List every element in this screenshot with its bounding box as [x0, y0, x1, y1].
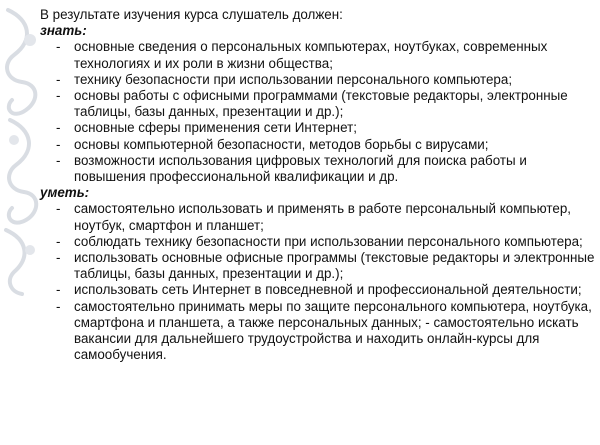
list-item	[40, 137, 596, 153]
bullet-dash: -	[56, 298, 61, 314]
bullet-dash: -	[56, 250, 61, 266]
list-item	[40, 282, 596, 298]
bullet-dash: -	[56, 120, 61, 136]
bullet-dash: -	[56, 136, 61, 152]
list-item-text: самостоятельно принимать меры по защите персонального компьютера, ноутбука, смартфона и планшета, а также персональных данных; - самостоятельно искать вакансии для дальнейшего трудоустройства и находить онлайн-курсы для самообучения.	[74, 298, 592, 363]
list-item-text: технику безопасности при использовании персонального компьютера;	[74, 71, 513, 87]
can-list	[40, 201, 596, 363]
section-can	[40, 185, 596, 363]
bullet-dash: -	[56, 39, 61, 55]
list-item	[40, 250, 596, 282]
bullet-dash: -	[56, 201, 61, 217]
list-item-text: использовать сеть Интернет в повседневной и профессиональной деятельности;	[74, 282, 582, 298]
section-heading-can: уметь:	[40, 185, 90, 201]
list-item-text: возможности использования цифровых технологий для поиска работы и повышения профессиональной квалификации и др.	[74, 152, 527, 185]
bullet-dash: -	[56, 152, 61, 168]
list-item	[40, 201, 596, 233]
list-item	[40, 299, 596, 364]
intro-text: В результате изучения курса слушатель должен:	[40, 7, 343, 22]
list-item	[40, 120, 596, 136]
bullet-dash: -	[56, 88, 61, 104]
list-item	[40, 72, 596, 88]
slide-content	[40, 7, 596, 363]
list-item-text: основные сведения о персональных компьютерах, ноутбуках, современных технологиях и их роли в жизни общества;	[74, 39, 548, 71]
section-heading-know: знать:	[40, 23, 87, 39]
list-item-text: соблюдать технику безопасности при использовании персонального компьютера;	[74, 233, 583, 249]
list-item	[40, 234, 596, 250]
know-list	[40, 39, 596, 185]
bullet-dash: -	[56, 282, 61, 298]
list-item-text: основные сферы применения сети Интернет;	[74, 120, 357, 136]
list-item	[40, 153, 596, 185]
section-know	[40, 23, 596, 185]
list-item	[40, 88, 596, 120]
list-item-text: основы компьютерной безопасности, методов борьбы с вирусами;	[74, 136, 489, 152]
bullet-dash: -	[56, 71, 61, 87]
list-item	[40, 39, 596, 71]
list-item-text: основы работы с офисными программами (текстовые редакторы, электронные таблицы, базы данных, презентации и др.);	[74, 88, 568, 120]
list-item-text: использовать основные офисные программы (текстовые редакторы и электронные таблицы, базы данных, презентации и др.);	[74, 250, 595, 282]
bullet-dash: -	[56, 233, 61, 249]
list-item-text: самостоятельно использовать и применять в работе персональный компьютер, ноутбук, смартфон и планшет;	[74, 201, 571, 233]
